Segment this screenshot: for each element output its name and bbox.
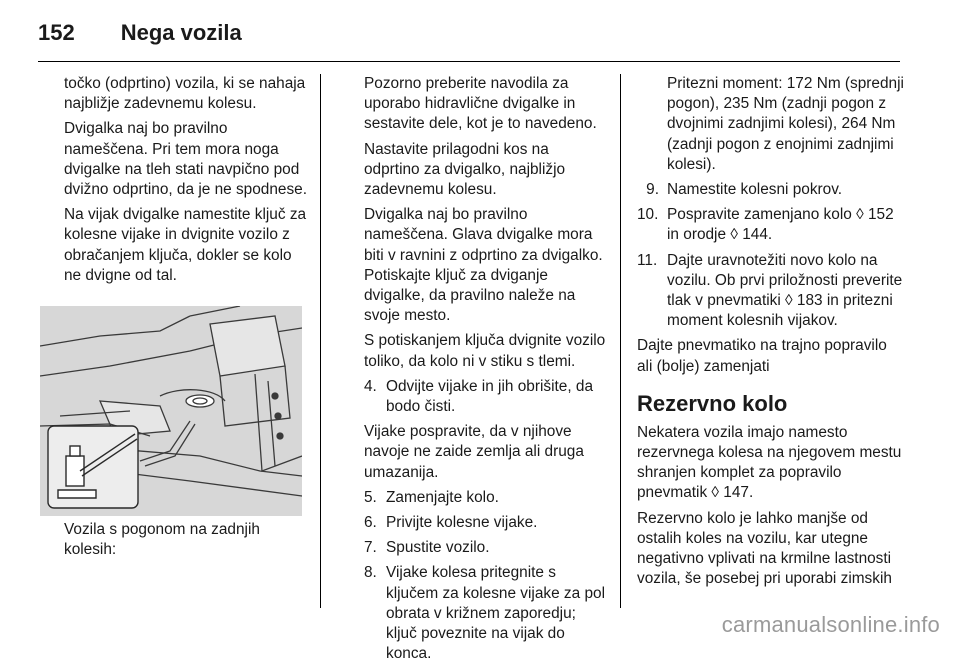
list-item	[637, 180, 905, 200]
column-divider-1	[320, 74, 321, 608]
list-item	[364, 538, 608, 558]
jack-illustration-svg	[40, 306, 302, 516]
column-1	[64, 74, 308, 291]
paragraph: Nekatera vozila imajo namesto rezervnega kolesa na njegovem mestu shranjen komplet za popravilo pnevmatik ◊ 147.	[637, 423, 902, 502]
list-number: 6.	[364, 514, 377, 532]
column-divider-2	[620, 74, 621, 608]
paragraph: točko (odprtino) vozila, ki se nahaja najbližje zadevnemu kolesu.	[64, 75, 306, 113]
list-text: Vijake kolesa pritegnite s ključem za kolesne vijake za pol obrata v križnem zaporedju; ključ poveznite na vijak do konca.	[386, 564, 605, 663]
list-text: Odvijte vijake in jih obrišite, da bodo čisti.	[386, 377, 594, 416]
list-text: Dajte uravnotežiti novo kolo na vozilu. Ob prvi priložnosti preverite tlak v pnevmatiki ◊ 183 in pritezni moment kolesnih vijakov.	[667, 251, 903, 330]
paragraph: Pozorno preberite navodila za uporabo hidravlične dvigalke in sestavite dele, kot je to navedeno.	[364, 75, 597, 133]
list-number: 11.	[637, 251, 658, 269]
header-divider	[38, 61, 900, 62]
column-2	[364, 74, 608, 669]
list-item	[364, 513, 608, 533]
list-number: 7.	[364, 539, 377, 557]
figure-caption: Vozila s pogonom na zadnjih kolesih:	[64, 521, 260, 559]
paragraph: Dvigalka naj bo pravilno nameščena. Glava dvigalke mora biti v ravnini z odprtino za dvigalko. Potiskajte ključ za dviganje dvigalke, da pravilno naleže na svoje mesto.	[364, 206, 603, 325]
list-number: 10.	[637, 206, 659, 224]
column-3	[637, 74, 905, 594]
list-number: 8.	[364, 564, 377, 582]
paragraph: Rezervno kolo je lahko manjše od ostalih koles na vozilu, kar utegne negativno vplivati na krmilne lastnosti vozila, še posebej pri uporabi zimskih	[637, 509, 892, 588]
section-title: Nega vozila	[120, 20, 242, 45]
jack-illustration	[40, 306, 302, 516]
paragraph: Dvigalka naj bo pravilno nameščena. Pri tem mora noga dvigalke na tleh stati navpično pod dvižno odprtino, da je ne spodnese.	[64, 120, 308, 199]
page-number: 152	[38, 20, 75, 45]
list-item	[364, 377, 608, 417]
list-text: Pospravite zamenjano kolo ◊ 152 in orodje ◊ 144.	[667, 206, 894, 244]
list-number: 4.	[364, 377, 377, 395]
list-item	[637, 205, 905, 245]
paragraph: Nastavite prilagodni kos na odprtino za dvigalko, najbližjo zadevnemu kolesu.	[364, 140, 566, 199]
paragraph: S potiskanjem ključa dvignite vozilo toliko, da kolo ni v stiku s tlemi.	[364, 332, 606, 370]
torque-note: Pritezni moment: 172 Nm (sprednji pogon), 235 Nm (zadnji pogon z dvojnimi zadnjimi kolesi), 264 Nm (zadnji pogon z enojnimi zadnjimi kolesi).	[667, 75, 904, 173]
page-header	[38, 16, 242, 50]
list-number: 9.	[646, 181, 659, 199]
paragraph: Na vijak dvigalke namestite ključ za kolesne vijake in dvignite vozilo z obračanjem ključa, dokler se kolo ne dvigne od tal.	[64, 206, 307, 284]
list-item	[637, 251, 905, 332]
list-item	[364, 563, 608, 664]
jack-inset	[48, 426, 138, 508]
section-heading: Rezervno kolo	[637, 390, 788, 416]
paragraph: Dajte pnevmatiko na trajno popravilo ali (bolje) zamenjati	[637, 337, 887, 375]
list-number: 5.	[364, 488, 377, 506]
list-text: Spustite vozilo.	[386, 539, 490, 557]
list-text: Zamenjajte kolo.	[386, 488, 499, 506]
watermark: carmanualsonline.info	[721, 612, 940, 637]
list-text: Namestite kolesni pokrov.	[667, 181, 843, 199]
list-text: Privijte kolesne vijake.	[386, 514, 538, 532]
list-item	[364, 488, 608, 508]
step-note: Vijake pospravite, da v njihove navoje ne zaide zemlja ali druga umazanija.	[364, 423, 584, 481]
